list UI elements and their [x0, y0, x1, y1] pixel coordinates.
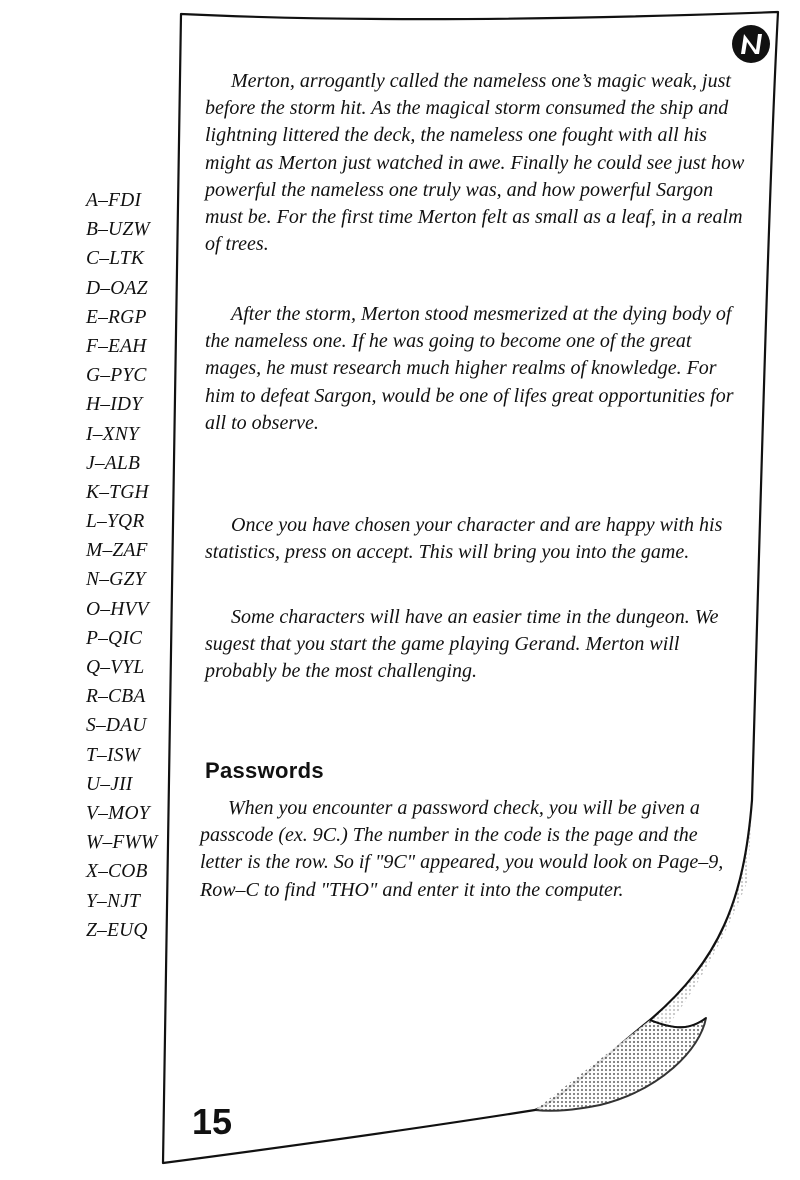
code-entry: R–CBA: [86, 686, 146, 708]
code-entry: W–FWW: [86, 832, 158, 854]
code-entry: V–MOY: [86, 802, 150, 824]
code-entry: N–GZY: [86, 569, 146, 591]
code-entry: A–FDI: [86, 190, 142, 211]
code-entry: J–ALB: [86, 452, 141, 474]
paragraph-difficulty: Some characters will have an easier time in the dungeon. We sugest that you start the game playing Gerand. Merton will probably be the most challenging.: [205, 606, 719, 683]
code-entry: H–IDY: [86, 394, 143, 416]
code-entry: F–EAH: [86, 335, 147, 357]
code-entry: G–PYC: [86, 365, 147, 387]
code-entry: U–JII: [86, 773, 133, 795]
lower-scroll-fold: [535, 1018, 706, 1111]
code-entry: P–QIC: [86, 627, 143, 649]
code-entry: E–RGP: [86, 306, 147, 328]
code-entry: X–COB: [86, 861, 148, 883]
code-entry: L–YQR: [86, 511, 145, 533]
code-entry: I–XNY: [86, 423, 140, 445]
paragraph-choose-character: Once you have chosen your character and are happy with his statistics, press on accept. This will bring you into the game.: [205, 514, 723, 564]
code-entry: O–HVV: [86, 598, 149, 620]
code-entry: D–OAZ: [86, 277, 148, 299]
code-entry: S–DAU: [86, 715, 147, 737]
page-number: 15: [192, 1101, 233, 1142]
code-entry: Y–NJT: [86, 890, 141, 912]
code-entry: B–UZW: [86, 219, 150, 241]
paragraph-merton-storm: Merton, arrogantly called the nameless one’s magic weak, just before the storm hit. As the magical storm consumed the ship and lightning littered the deck, the nameless one fought with all his might as Merton just watched in awe. Finally he could see just how powerful the nameless one truly was, and how powerful Sargon must be. For the first time Merton felt as small as a leaf, in a realm of trees.: [205, 70, 745, 256]
passwords-heading: Passwords: [205, 758, 324, 783]
password-code-list: [86, 186, 176, 945]
code-entry: Z–EUQ: [86, 919, 148, 941]
paragraph-merton-after: After the storm, Merton stood mesmerized at the dying body of the nameless one. If he was going to become one of the great mages, he must research much higher realms of knowledge. For him to defeat Sargon, would be one of lifes great opportunities for all to observe.: [205, 303, 734, 434]
code-entry: T–ISW: [86, 744, 141, 766]
paragraph-passwords: When you encounter a password check, you will be given a passcode (ex. 9C.) The number in the code is the page and the letter is the row. So if "9C" appeared, you would look on Page–9, Row–C to find "THO" and enter it into the computer.: [200, 797, 724, 901]
code-entry: C–LTK: [86, 248, 145, 270]
N-emblem-icon: [728, 22, 774, 66]
code-entry: M–ZAF: [86, 540, 148, 562]
code-entry: Q–VYL: [86, 657, 145, 678]
code-entry: K–TGH: [86, 481, 149, 503]
